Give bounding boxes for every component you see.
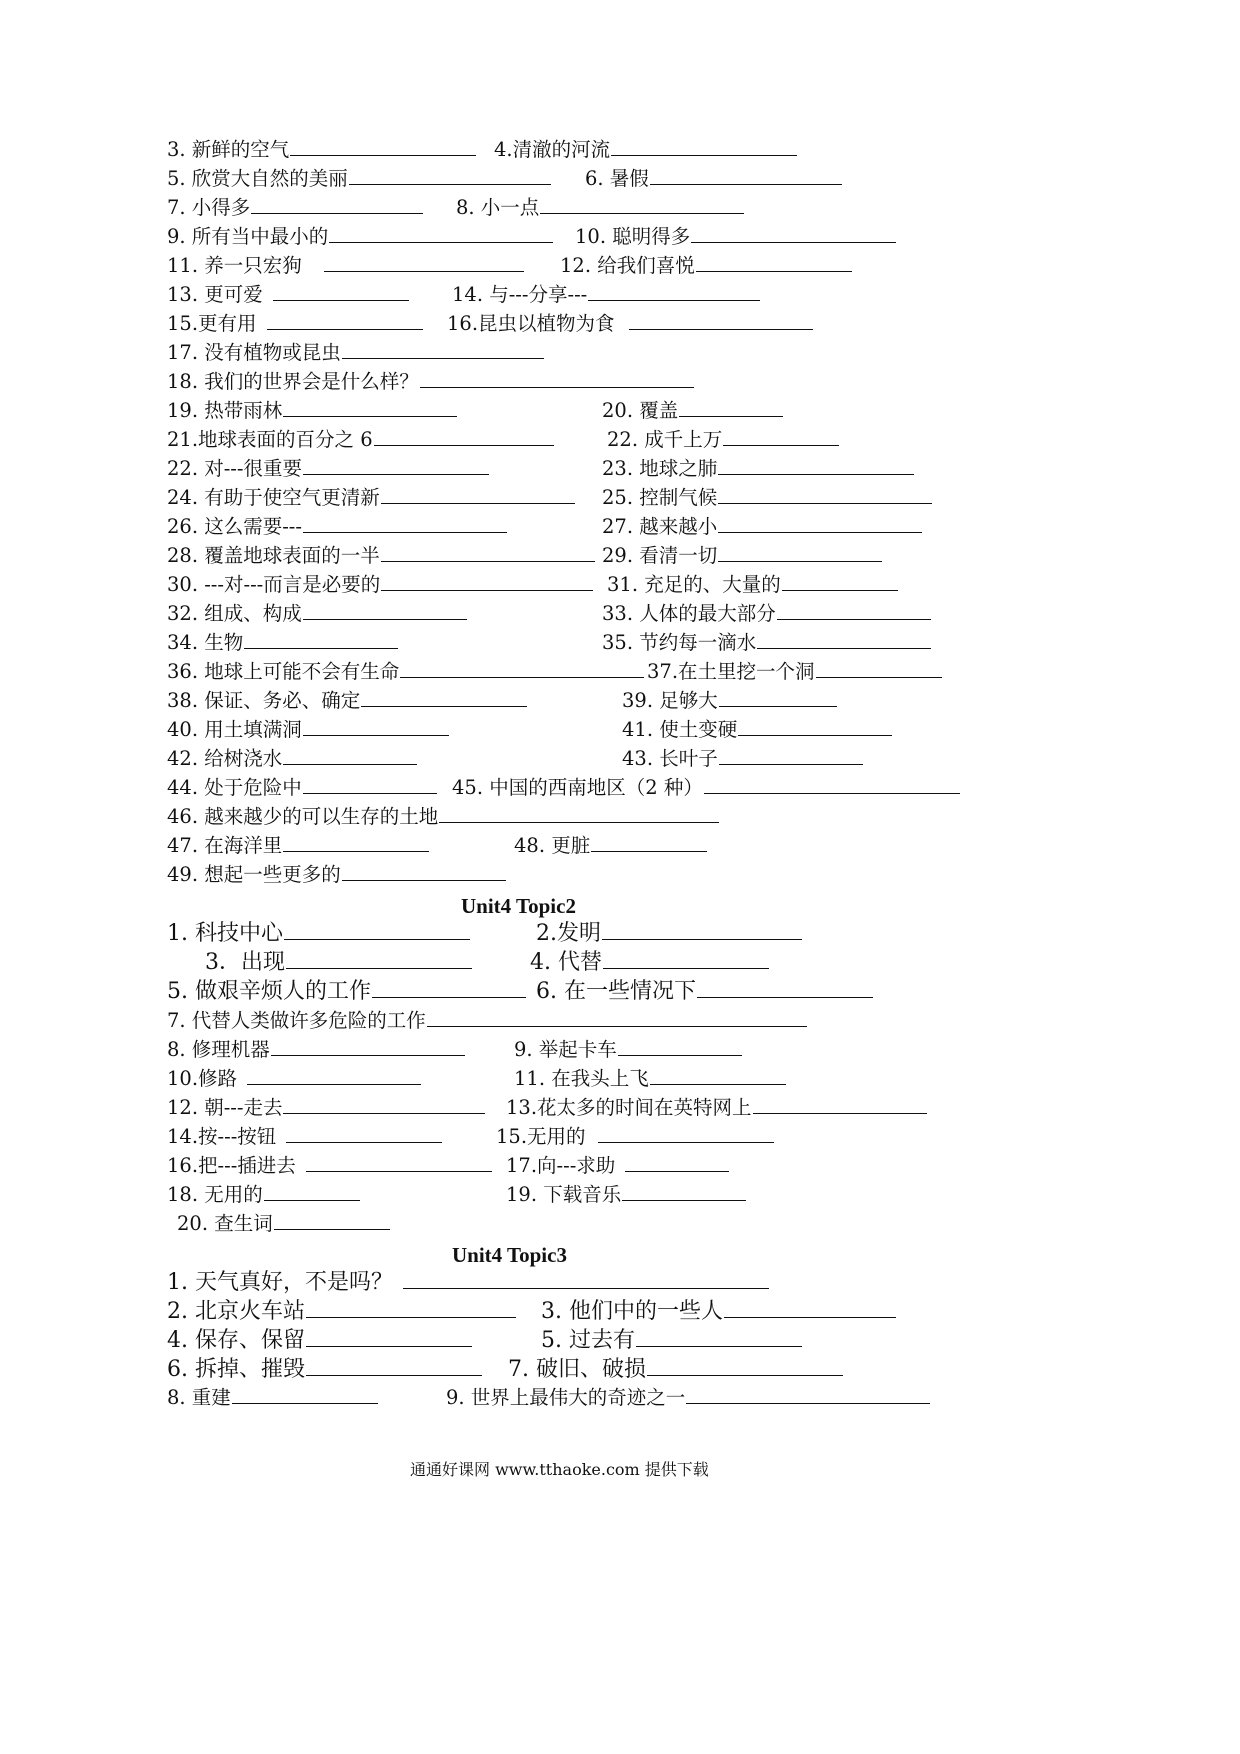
item-text: 3. 新鲜的空气 [167, 138, 290, 161]
answer-blank[interactable] [306, 1345, 472, 1347]
list-item [167, 285, 409, 305]
answer-blank[interactable] [679, 415, 783, 417]
list-item [167, 807, 719, 827]
item-text: 14. 与---分享--- [452, 283, 588, 306]
list-item [167, 401, 457, 421]
list-item [167, 546, 595, 566]
item-text: 43. 长叶子 [622, 747, 718, 770]
list-item [167, 865, 506, 885]
list-item [456, 198, 744, 218]
answer-blank[interactable] [591, 850, 707, 852]
item-text: 21.地球表面的百分之 6 [167, 428, 373, 451]
list-item [167, 314, 423, 334]
list-item [506, 1156, 729, 1176]
answer-blank[interactable] [286, 1141, 442, 1143]
item-text: 4. 代替 [530, 950, 602, 975]
item-text: 18. 无用的 [167, 1183, 263, 1206]
list-item [575, 227, 896, 247]
item-text: 41. 使土变硬 [622, 718, 738, 741]
item-text: 4. 保存、保留 [167, 1328, 305, 1353]
list-item [541, 1301, 896, 1323]
item-text: 7. 破旧、破损 [508, 1357, 646, 1382]
answer-blank[interactable] [782, 589, 898, 591]
item-text: 20. 查生词 [177, 1212, 273, 1235]
item-text: 7. 小得多 [167, 196, 251, 219]
answer-blank[interactable] [753, 1112, 927, 1114]
list-item [167, 1040, 465, 1060]
list-item [177, 1214, 390, 1234]
item-text: 38. 保证、务必、确定 [167, 689, 361, 712]
item-text: 8. 小一点 [456, 196, 540, 219]
answer-blank[interactable] [697, 996, 873, 998]
answer-blank[interactable] [283, 763, 417, 765]
item-text: 35. 节约每一滴水 [602, 631, 757, 654]
answer-blank[interactable] [306, 1316, 516, 1318]
item-text: 32. 组成、构成 [167, 602, 302, 625]
list-item [167, 633, 398, 653]
list-item [167, 1388, 378, 1408]
answer-blank[interactable] [247, 1083, 421, 1085]
answer-blank[interactable] [718, 560, 882, 562]
list-item [506, 1098, 927, 1118]
item-text: 28. 覆盖地球表面的一半 [167, 544, 380, 567]
list-item [647, 662, 942, 682]
answer-blank[interactable] [283, 415, 457, 417]
list-item [205, 952, 472, 974]
list-item [530, 952, 769, 974]
answer-blank[interactable] [264, 1199, 360, 1201]
item-text: 9. 世界上最伟大的奇迹之一 [446, 1386, 686, 1409]
list-item [167, 836, 429, 856]
answer-blank[interactable] [232, 1402, 378, 1404]
answer-blank[interactable] [273, 299, 409, 301]
item-text: 15.更有用 [167, 312, 257, 335]
answer-blank[interactable] [324, 270, 524, 272]
list-item [167, 691, 527, 711]
answer-blank[interactable] [686, 1402, 930, 1404]
answer-blank[interactable] [719, 705, 837, 707]
answer-blank[interactable] [704, 792, 960, 794]
list-item [167, 981, 526, 1003]
item-text: 20. 覆盖 [602, 399, 679, 422]
answer-blank[interactable] [650, 1083, 786, 1085]
list-item [622, 691, 837, 711]
list-item [536, 923, 802, 945]
list-item [541, 1330, 802, 1352]
list-item [602, 401, 783, 421]
answer-blank[interactable] [738, 734, 892, 736]
item-text: 30. ---对---而言是必要的 [167, 573, 381, 596]
item-text: 29. 看清一切 [602, 544, 718, 567]
item-text: 15.无用的 [496, 1125, 586, 1148]
item-text: 6. 拆掉、摧毁 [167, 1357, 305, 1382]
answer-blank[interactable] [757, 647, 931, 649]
item-text: 45. 中国的西南地区（2 种） [452, 776, 703, 799]
item-text: 2.发明 [536, 921, 601, 946]
list-item [167, 1127, 442, 1147]
answer-blank[interactable] [588, 299, 760, 301]
item-text: 47. 在海洋里 [167, 834, 283, 857]
item-text: 27. 越来越小 [602, 515, 718, 538]
list-item [167, 778, 437, 798]
item-text: 8. 重建 [167, 1386, 231, 1409]
item-text: 26. 这么需要--- [167, 515, 302, 538]
list-item [167, 1359, 482, 1381]
item-text: 42. 给树浇水 [167, 747, 283, 770]
item-text: 39. 足够大 [622, 689, 718, 712]
answer-blank[interactable] [306, 1374, 482, 1376]
list-item [602, 517, 922, 537]
item-text: 19. 热带雨林 [167, 399, 283, 422]
item-text: 2. 北京火车站 [167, 1299, 305, 1324]
list-item [607, 575, 898, 595]
item-text: 24. 有助于使空气更清新 [167, 486, 380, 509]
section-heading-topic3: Unit4 Topic3 [452, 1243, 567, 1267]
item-text: 11. 养一只宏狗 [167, 254, 302, 277]
list-item [167, 256, 524, 276]
item-text: 6. 在一些情况下 [536, 979, 696, 1004]
list-item [446, 1388, 930, 1408]
item-text: 10.修路 [167, 1067, 238, 1090]
item-text: 22. 对---很重要 [167, 457, 302, 480]
item-text: 1. 天气真好，不是吗？ [167, 1270, 393, 1295]
item-text: 34. 生物 [167, 631, 244, 654]
answer-blank[interactable] [283, 850, 429, 852]
answer-blank[interactable] [306, 1170, 492, 1172]
list-item [452, 778, 960, 798]
list-item [622, 720, 892, 740]
item-text: 4.清澈的河流 [494, 138, 611, 161]
list-item [602, 633, 931, 653]
item-text: 33. 人体的最大部分 [602, 602, 776, 625]
answer-blank[interactable] [284, 938, 470, 940]
answer-blank[interactable] [598, 1141, 774, 1143]
list-item [167, 720, 449, 740]
list-item [167, 1301, 516, 1323]
list-item [167, 749, 417, 769]
answer-blank[interactable] [400, 676, 644, 678]
list-item [602, 604, 931, 624]
answer-blank[interactable] [602, 938, 802, 940]
answer-blank[interactable] [636, 1345, 802, 1347]
list-item [167, 227, 553, 247]
section-heading-topic2: Unit4 Topic2 [461, 894, 576, 918]
answer-blank[interactable] [244, 647, 398, 649]
answer-blank[interactable] [618, 1054, 742, 1056]
answer-blank[interactable] [303, 618, 467, 620]
list-item [167, 1069, 421, 1089]
answer-blank[interactable] [723, 444, 839, 446]
answer-blank[interactable] [349, 183, 551, 185]
item-text: 17.向---求助 [506, 1154, 616, 1177]
item-text: 48. 更脏 [514, 834, 591, 857]
item-text: 23. 地球之肺 [602, 457, 718, 480]
answer-blank[interactable] [271, 1054, 465, 1056]
item-text: 49. 想起一些更多的 [167, 863, 341, 886]
item-text: 25. 控制气候 [602, 486, 718, 509]
answer-blank[interactable] [381, 560, 595, 562]
list-item [167, 1185, 360, 1205]
item-text: 3．出现 [205, 950, 285, 975]
list-item [167, 488, 575, 508]
list-item [602, 488, 932, 508]
list-item [508, 1359, 843, 1381]
list-item [602, 459, 914, 479]
item-text: 7. 代替人类做许多危险的工作 [167, 1009, 426, 1032]
list-item [494, 140, 797, 160]
answer-blank[interactable] [374, 444, 554, 446]
item-text: 9. 所有当中最小的 [167, 225, 329, 248]
answer-blank[interactable] [381, 589, 593, 591]
item-text: 40. 用土填满洞 [167, 718, 302, 741]
answer-blank[interactable] [724, 1316, 896, 1318]
list-item [622, 749, 863, 769]
item-text: 31. 充足的、大量的 [607, 573, 781, 596]
answer-blank[interactable] [629, 328, 813, 330]
answer-blank[interactable] [718, 531, 922, 533]
item-text: 9. 举起卡车 [514, 1038, 617, 1061]
item-text: 6. 暑假 [585, 167, 649, 190]
list-item [167, 1156, 492, 1176]
list-item [167, 198, 423, 218]
list-item [167, 604, 467, 624]
footer-credit: 通通好课网 www.tthaoke.com 提供下载 [410, 1460, 709, 1479]
answer-blank[interactable] [650, 183, 842, 185]
list-item [167, 923, 470, 945]
list-item [167, 140, 476, 160]
answer-blank[interactable] [381, 502, 575, 504]
list-item [607, 430, 839, 450]
answer-blank[interactable] [420, 386, 694, 388]
item-text: 19. 下载音乐 [506, 1183, 622, 1206]
answer-blank[interactable] [718, 473, 914, 475]
answer-blank[interactable] [342, 357, 544, 359]
answer-blank[interactable] [647, 1374, 843, 1376]
list-item [167, 372, 694, 392]
answer-blank[interactable] [540, 212, 744, 214]
list-item [167, 575, 593, 595]
item-text: 1. 科技中心 [167, 921, 283, 946]
answer-blank[interactable] [816, 676, 942, 678]
answer-blank[interactable] [691, 241, 896, 243]
answer-blank[interactable] [329, 241, 553, 243]
answer-blank[interactable] [267, 328, 423, 330]
list-item [167, 430, 554, 450]
answer-blank[interactable] [342, 879, 506, 881]
list-item [167, 662, 644, 682]
item-text: 37.在土里挖一个洞 [647, 660, 815, 683]
item-text: 14.按---按钮 [167, 1125, 277, 1148]
list-item [167, 459, 489, 479]
answer-blank[interactable] [625, 1170, 729, 1172]
list-item [447, 314, 813, 334]
list-item [514, 836, 707, 856]
list-item [496, 1127, 774, 1147]
answer-blank[interactable] [303, 792, 437, 794]
list-item [536, 981, 873, 1003]
item-text: 12. 朝---走去 [167, 1096, 283, 1119]
answer-blank[interactable] [303, 473, 489, 475]
item-text: 16.把---插进去 [167, 1154, 296, 1177]
answer-blank[interactable] [283, 1112, 485, 1114]
item-text: 18. 我们的世界会是什么样？ [167, 370, 419, 393]
item-text: 5. 做艰辛烦人的工作 [167, 979, 371, 1004]
answer-blank[interactable] [251, 212, 423, 214]
item-text: 13.花太多的时间在英特网上 [506, 1096, 752, 1119]
list-item [514, 1069, 786, 1089]
answer-blank[interactable] [603, 967, 769, 969]
list-item [602, 546, 882, 566]
answer-blank[interactable] [622, 1199, 746, 1201]
list-item [167, 343, 544, 363]
answer-blank[interactable] [718, 502, 932, 504]
item-text: 11. 在我头上飞 [514, 1067, 649, 1090]
list-item [560, 256, 852, 276]
item-text: 12. 给我们喜悦 [560, 254, 695, 277]
answer-blank[interactable] [303, 734, 449, 736]
item-text: 13. 更可爱 [167, 283, 263, 306]
item-text: 44. 处于危险中 [167, 776, 302, 799]
answer-blank[interactable] [777, 618, 931, 620]
answer-blank[interactable] [403, 1287, 769, 1289]
answer-blank[interactable] [361, 705, 527, 707]
item-text: 8. 修理机器 [167, 1038, 270, 1061]
answer-blank[interactable] [611, 154, 797, 156]
answer-blank[interactable] [719, 763, 863, 765]
item-text: 22. 成千上万 [607, 428, 723, 451]
list-item [167, 517, 507, 537]
item-text: 46. 越来越少的可以生存的土地 [167, 805, 439, 828]
list-item [514, 1040, 742, 1060]
item-text: 10. 聪明得多 [575, 225, 691, 248]
item-text: 3. 他们中的一些人 [541, 1299, 723, 1324]
item-text: 17. 没有植物或昆虫 [167, 341, 341, 364]
list-item [452, 285, 760, 305]
list-item [585, 169, 842, 189]
answer-blank[interactable] [303, 531, 507, 533]
list-item [167, 1011, 807, 1031]
list-item [167, 1098, 485, 1118]
list-item [167, 169, 551, 189]
answer-blank[interactable] [439, 821, 719, 823]
answer-blank[interactable] [290, 154, 476, 156]
list-item [167, 1272, 769, 1294]
answer-blank[interactable] [286, 967, 472, 969]
item-text: 5. 过去有 [541, 1328, 635, 1353]
answer-blank[interactable] [427, 1025, 807, 1027]
answer-blank[interactable] [274, 1228, 390, 1230]
answer-blank[interactable] [696, 270, 852, 272]
answer-blank[interactable] [372, 996, 526, 998]
item-text: 5. 欣赏大自然的美丽 [167, 167, 348, 190]
item-text: 36. 地球上可能不会有生命 [167, 660, 400, 683]
list-item [506, 1185, 746, 1205]
list-item [167, 1330, 472, 1352]
item-text: 16.昆虫以植物为食 [447, 312, 615, 335]
